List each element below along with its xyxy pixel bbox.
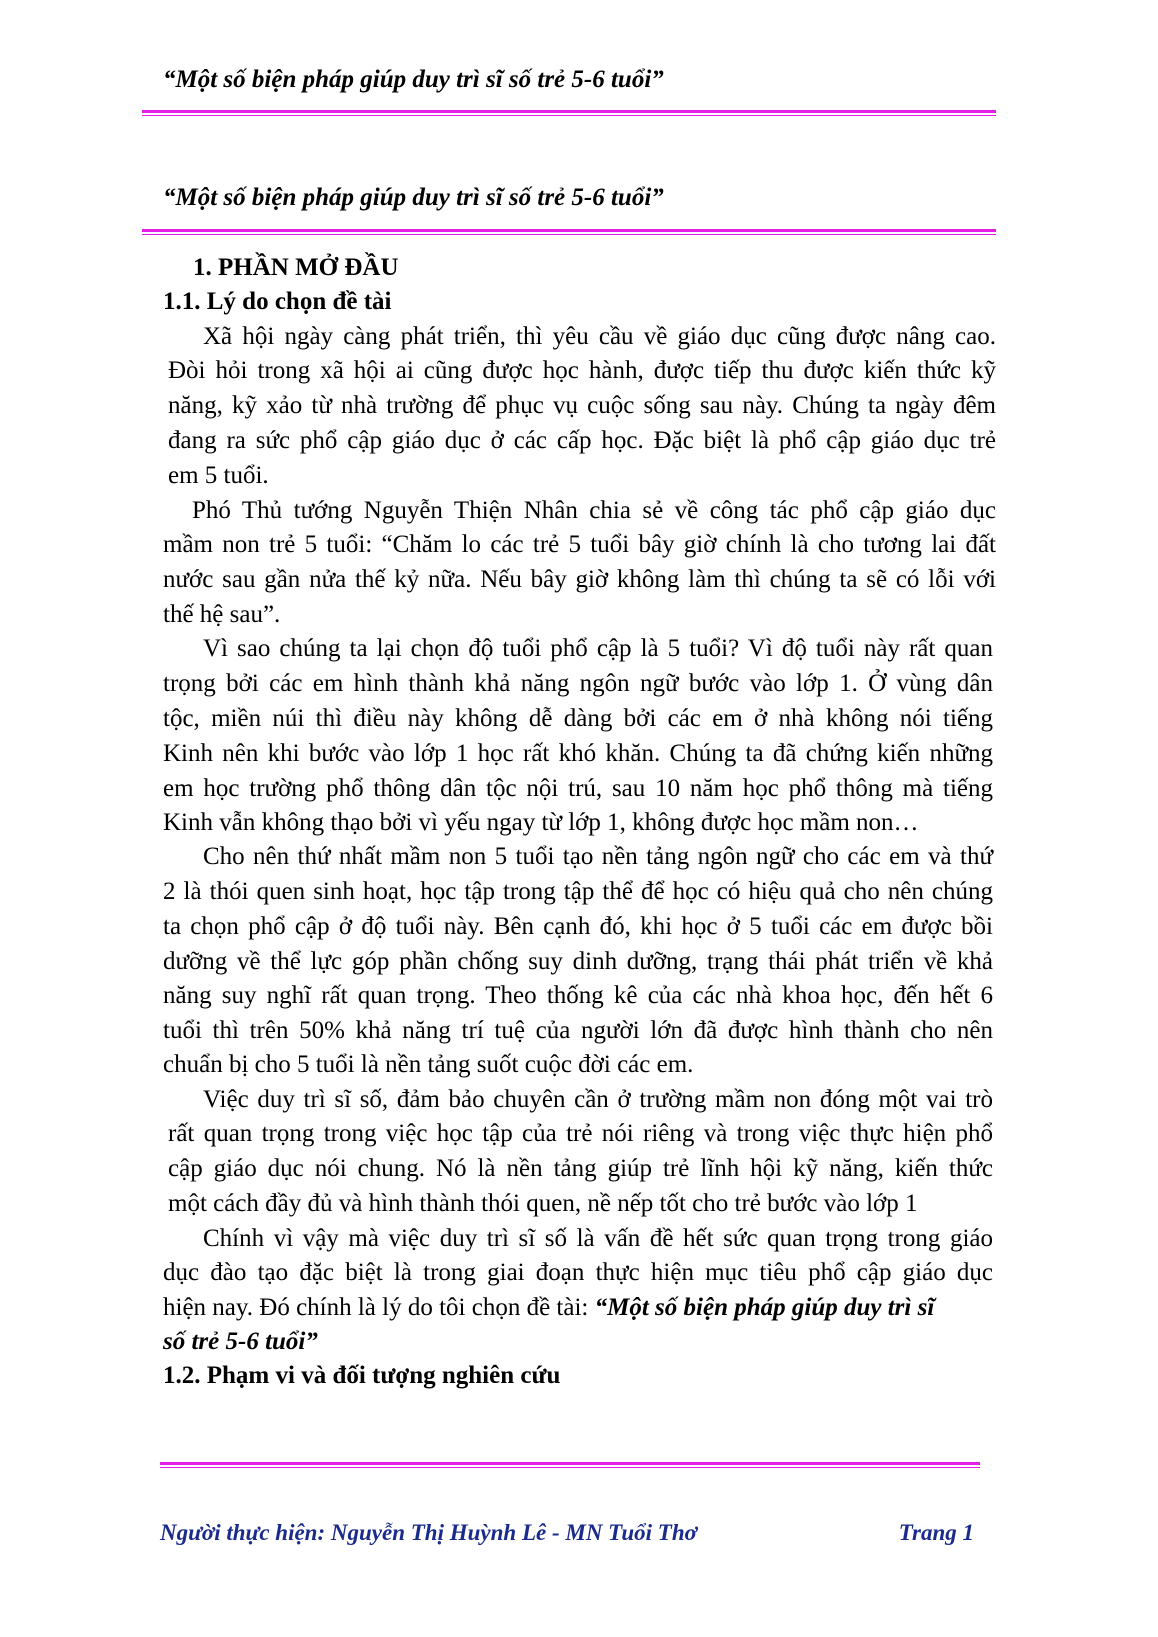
paragraph-1-line-1: Xã hội ngày càng phát triển, thì yêu cầu về giáo dục cũng được nâng cao. [203,323,996,350]
paragraph-3-line-5: em học trường phổ thông dân tộc nội trú, sau 10 năm học phổ thông mà tiếng [163,775,993,802]
paragraph-5-line-2: rất quan trọng trong việc học tập của trẻ nói riêng và trong việc thực hiện phổ [168,1120,993,1147]
paragraph-6-line-1: Chính vì vậy mà việc duy trì sĩ số là vấn đề hết sức quan trọng trong giáo [203,1225,993,1252]
paragraph-3-line-4: Kinh nên khi bước vào lớp 1 học rất khó khăn. Chúng ta đã chứng kiến những [163,740,993,767]
paragraph-5-line-1: Việc duy trì sĩ số, đảm bảo chuyên cần ở trường mầm non đóng một vai trò [203,1086,993,1113]
paragraph-1-line-2: Đòi hỏi trong xã hội ai cũng được học hành, được tiếp thu được kiến thức kỹ [168,357,996,384]
paragraph-2-line-2: mầm non trẻ 5 tuổi: “Chăm lo các trẻ 5 tuổi bây giờ chính là cho tương lai đất [163,531,996,558]
paragraph-4-line-6: tuổi thì trên 50% khả năng trí tuệ của người lớn đã được hình thành cho nên [163,1017,993,1044]
paragraph-4-line-4: dưỡng về thể lực góp phần chống suy dinh dưỡng, trạng thái phát triển về khả [163,948,993,975]
paragraph-1-line-5: em 5 tuổi. [168,462,269,489]
paragraph-4-line-2: 2 là thói quen sinh hoạt, học tập trong tập thể để học có hiệu quả cho nên chúng [163,878,993,905]
paragraph-6-line-2: dục đào tạo đặc biệt là trong giai đoạn thực hiện mục tiêu phổ cập giáo dục [163,1259,993,1286]
footer-author: Người thực hiện: Nguyễn Thị Huỳnh Lê - MN Tuổi Thơ [160,1520,697,1545]
paragraph-6-line-3-text: hiện nay. Đó chính là lý do tôi chọn đề tài: [163,1294,595,1321]
paragraph-4-line-3: ta chọn phổ cập ở độ tuổi này. Bên cạnh đó, khi học ở 5 tuổi các em được bồi [163,913,993,940]
header-rule [142,110,996,116]
section-heading-1: 1. PHẦN MỞ ĐẦU [193,254,399,281]
paragraph-4-line-5: năng suy nghĩ rất quan trọng. Theo thống kê của các nhà khoa học, đến hết 6 [163,982,993,1009]
paragraph-3-line-6: Kinh vẫn không thạo bởi vì yếu ngay từ lớp 1, không được học mầm non… [163,809,919,836]
paragraph-2-line-3: nước sau gần nửa thế kỷ nữa. Nếu bây giờ không làm thì chúng ta sẽ có lỗi với [163,566,996,593]
section-heading-1-1: 1.1. Lý do chọn đề tài [163,288,392,315]
paragraph-6-line-3 [163,1293,993,1323]
paragraph-4-line-1: Cho nên thứ nhất mầm non 5 tuổi tạo nền tảng ngôn ngữ cho các em và thứ [203,843,993,870]
section-heading-1-2: 1.2. Phạm vi và đối tượng nghiên cứu [163,1362,561,1389]
document-title: “Một số biện pháp giúp duy trì sĩ số trẻ 5-6 tuổi” [163,184,664,211]
paragraph-4-line-7: chuẩn bị cho 5 tuổi là nền tảng suốt cuộc đời các em. [163,1051,694,1078]
paragraph-3-line-2: trọng bởi các em hình thành khả năng ngôn ngữ bước vào lớp 1. Ở vùng dân [163,670,993,697]
topic-title-emphasis-end: số trẻ 5-6 tuổi” [163,1328,318,1355]
title-rule [142,229,996,235]
paragraph-2-line-4: thế hệ sau”. [163,601,281,628]
paragraph-1-line-3: năng, kỹ xảo từ nhà trường để phục vụ cuộc sống sau này. Chúng ta ngày đêm [168,392,996,419]
paragraph-3-line-1: Vì sao chúng ta lại chọn độ tuổi phổ cập là 5 tuổi? Vì độ tuổi này rất quan [203,635,993,662]
footer-rule [160,1462,980,1468]
paragraph-1-line-4: đang ra sức phổ cập giáo dục ở các cấp học. Đặc biệt là phổ cập giáo dục trẻ [168,427,996,454]
topic-title-emphasis: “Một số biện pháp giúp duy trì sĩ [594,1294,935,1321]
paragraph-5-line-3: cập giáo dục nói chung. Nó là nền tảng giúp trẻ lĩnh hội kỹ năng, kiến thức [168,1155,993,1182]
page-number: Trang 1 [898,1520,974,1545]
paragraph-2-line-1: Phó Thủ tướng Nguyễn Thiện Nhân chia sẻ về công tác phổ cập giáo dục [192,497,996,524]
paragraph-3-line-3: tộc, miền núi thì điều này không dễ dàng bởi các em ở nhà không nói tiếng [163,705,993,732]
running-header-title: “Một số biện pháp giúp duy trì sĩ số trẻ 5-6 tuổi” [163,66,664,93]
paragraph-5-line-4: một cách đầy đủ và hình thành thói quen, nề nếp tốt cho trẻ bước vào lớp 1 [168,1190,918,1217]
